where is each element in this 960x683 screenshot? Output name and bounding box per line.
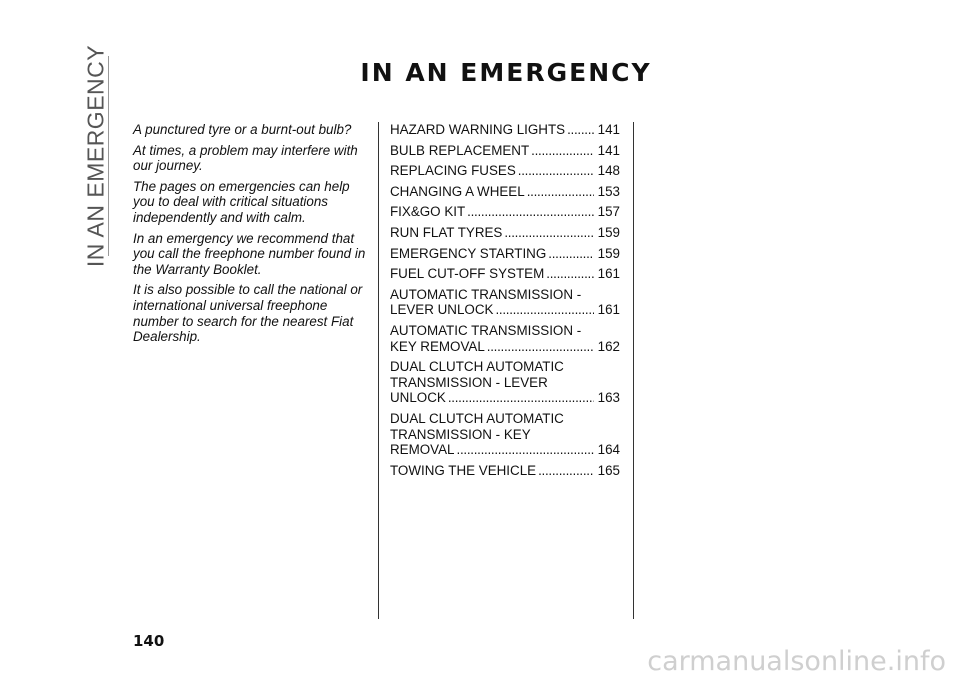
toc-page-number: 159 (597, 224, 620, 240)
toc-entry-row (390, 302, 620, 318)
toc-page-number: 163 (597, 390, 620, 406)
toc-entry-row (390, 122, 620, 138)
toc-entry[interactable] (390, 287, 620, 318)
toc-entry-title-line: TRANSMISSION - LEVER (390, 374, 548, 390)
column-divider-left (378, 122, 379, 619)
toc-page-number: 141 (597, 122, 620, 137)
toc-entry-row (390, 266, 620, 282)
toc-entry-title-line: AUTOMATIC TRANSMISSION - (390, 286, 582, 302)
toc-dot-leader (548, 246, 593, 262)
toc-dot-leader (567, 122, 594, 138)
toc-entry-title: CHANGING A WHEEL (390, 183, 525, 199)
toc-page-number: 161 (597, 266, 620, 282)
toc-entry-row (390, 184, 620, 200)
toc-page-number: 153 (597, 183, 620, 199)
toc-entry-title-line: AUTOMATIC TRANSMISSION - (390, 322, 582, 338)
toc-dot-leader (538, 463, 594, 479)
toc-entry-row (390, 204, 620, 220)
intro-paragraph: In an emergency we recommend that you call the freephone number found in the Warranty Booklet. (133, 230, 366, 277)
toc-entry[interactable] (390, 411, 620, 458)
toc-entry-row (390, 163, 620, 179)
toc-entry-title-line: TRANSMISSION - KEY (390, 426, 531, 442)
toc-dot-leader (457, 442, 594, 458)
toc-dot-leader (504, 225, 593, 241)
toc-entry-title: FUEL CUT-OFF SYSTEM (390, 266, 545, 282)
intro-paragraph: It is also possible to call the national or international universal freephone number to search for the nearest Fiat Dealership. (133, 282, 363, 345)
toc-entry-row (390, 463, 620, 479)
toc-entry[interactable] (390, 163, 620, 179)
table-of-contents (390, 122, 620, 483)
column-divider-right (633, 122, 634, 619)
toc-dot-leader (448, 390, 594, 406)
toc-entry-title: BULB REPLACEMENT (390, 142, 530, 158)
toc-dot-leader (531, 143, 594, 159)
page-title: IN AN EMERGENCY (360, 58, 652, 87)
toc-page-number: 148 (597, 163, 620, 179)
toc-entry-row (390, 339, 620, 355)
toc-entry[interactable] (390, 359, 620, 406)
toc-dot-leader (518, 163, 594, 179)
toc-entry-title: EMERGENCY STARTING (390, 245, 547, 261)
intro-paragraph: The pages on emergencies can help you to deal with critical situations independently and with calm. (133, 178, 350, 225)
toc-page-number: 165 (597, 462, 620, 478)
intro-paragraph: A punctured tyre or a burnt-out bulb? (133, 122, 352, 137)
toc-entry-title-line: DUAL CLUTCH AUTOMATIC (390, 410, 564, 426)
watermark: carmanualsonline.info (647, 646, 946, 677)
intro-text (133, 122, 371, 350)
toc-page-number: 161 (597, 302, 620, 318)
toc-entry-title: REMOVAL (390, 442, 455, 458)
page-number: 140 (133, 632, 165, 650)
side-tab-rule (108, 56, 109, 256)
toc-dot-leader (487, 339, 594, 355)
toc-entry[interactable] (390, 323, 620, 354)
toc-entry-row (390, 390, 620, 406)
toc-entry-title: KEY REMOVAL (390, 338, 485, 354)
toc-entry[interactable] (390, 122, 620, 138)
toc-entry[interactable] (390, 266, 620, 282)
toc-entry-title: HAZARD WARNING LIGHTS (390, 122, 566, 137)
toc-entry-row (390, 143, 620, 159)
toc-entry[interactable] (390, 204, 620, 220)
toc-entry-row (390, 442, 620, 458)
toc-page-number: 164 (597, 442, 620, 458)
toc-entry[interactable] (390, 143, 620, 159)
toc-entry-title: FIX&GO KIT (390, 204, 466, 220)
toc-entry[interactable] (390, 246, 620, 262)
toc-page-number: 157 (597, 204, 620, 220)
toc-dot-leader (467, 204, 594, 220)
toc-entry-row (390, 246, 620, 262)
toc-entry-row (390, 225, 620, 241)
toc-entry[interactable] (390, 184, 620, 200)
toc-entry-title: RUN FLAT TYRES (390, 224, 503, 240)
toc-dot-leader (546, 266, 593, 282)
toc-entry[interactable] (390, 463, 620, 479)
intro-paragraph: At times, a problem may interfere with our journey. (133, 142, 358, 174)
toc-entry-title: TOWING THE VEHICLE (390, 462, 537, 478)
toc-page-number: 141 (597, 142, 620, 158)
toc-dot-leader (495, 302, 593, 318)
toc-entry[interactable] (390, 225, 620, 241)
toc-entry-title: LEVER UNLOCK (390, 302, 494, 318)
side-chapter-label: IN AN EMERGENCY (82, 44, 109, 268)
toc-entry-title: UNLOCK (390, 390, 446, 406)
toc-entry-title: REPLACING FUSES (390, 163, 516, 179)
toc-entry-title-line: DUAL CLUTCH AUTOMATIC (390, 359, 564, 375)
toc-dot-leader (527, 184, 594, 200)
toc-page-number: 162 (597, 338, 620, 354)
toc-page-number: 159 (597, 245, 620, 261)
